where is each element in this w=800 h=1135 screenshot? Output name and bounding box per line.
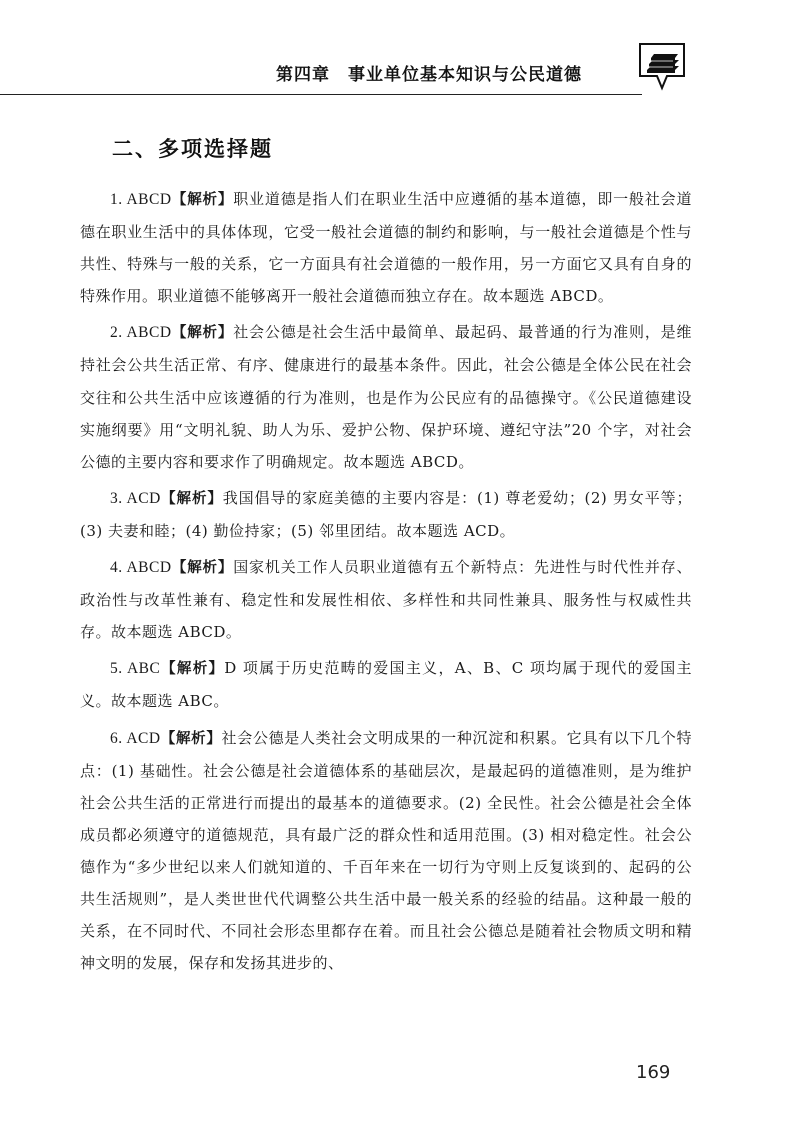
- answer-item-2: [80, 316, 692, 477]
- analysis-tag: 【解析】: [160, 661, 225, 678]
- analysis-text: 社会公德是社会生活中最简单、最起码、最普通的行为准则，是维持社会公共生活正常、有序、健康进行的最基本条件。因此，社会公德是全体公民在社会交往和公共生活中应该遵循的行为准则，也是作为公民应有的品德操守。《公民道德建设实施纲要》用“文明礼貌、助人为乐、爱护公物、保护环境、遵纪守法”20 个字，对社会公德的主要内容和要求作了明确规定。故本题选 ABCD。: [80, 323, 692, 471]
- analysis-text: 我国倡导的家庭美德的主要内容是：(1) 尊老爱幼；(2) 男女平等；(3) 夫妻和睦；(4) 勤俭持家；(5) 邻里团结。故本题选 ACD。: [80, 488, 692, 540]
- section-title: 二、多项选择题: [112, 137, 273, 161]
- analysis-tag: 【解析】: [160, 730, 222, 747]
- answer-key: 6. ACD: [110, 729, 161, 747]
- analysis-text: D 项属于历史范畴的爱国主义，A、B、C 项均属于现代的爱国主义。故本题选 ABC。: [80, 659, 692, 711]
- answer-list: [80, 183, 692, 983]
- chapter-title: 第四章 事业单位基本知识与公民道德: [276, 65, 582, 85]
- analysis-text: 国家机关工作人员职业道德有五个新特点：先进性与时代性并存、政治性与改革性兼有、稳定性和发展性相依、多样性和共同性兼具、服务性与权威性共存。故本题选 ABCD。: [80, 558, 692, 642]
- answer-item-1: [80, 183, 692, 312]
- analysis-tag: 【解析】: [171, 325, 234, 342]
- analysis-text: 社会公德是人类社会文明成果的一种沉淀和积累。它具有以下几个特点：(1) 基础性。社会公德是社会道德体系的基础层次，是最起码的道德准则，是为维护社会公共生活的正常进行而提出的最基本的道德要求。(2) 全民性。社会公德是社会全体成员都必须遵守的道德规范，具有最广泛的群众性和适用范围。(3) 相对稳定性。社会公德作为“多少世纪以来人们就知道的、千百年来在一切行为守则上反复谈到的、起码的公共生活规则”，是人类世世代代调整公共生活中最一般关系的经验的结晶。这种最一般的关系，在不同时代、不同社会形态里都存在着。而且社会公德总是随着社会物质文明和精神文明的发展，保存和发扬其进步的、: [80, 728, 692, 973]
- answer-key: 5. ABC: [110, 660, 161, 678]
- analysis-tag: 【解析】: [160, 490, 223, 507]
- header-rule: [0, 94, 642, 95]
- page-number: 169: [636, 1062, 671, 1083]
- answer-key: 3. ACD: [110, 489, 161, 507]
- answer-key: 1. ABCD: [110, 191, 172, 208]
- analysis-tag: 【解析】: [171, 560, 234, 577]
- answer-item-5: [80, 652, 692, 717]
- answer-item-3: [80, 482, 692, 547]
- answer-key: 4. ABCD: [110, 559, 172, 577]
- analysis-text: 职业道德是指人们在职业生活中应遵循的基本道德，即一般社会道德在职业生活中的具体体现，它受一般社会道德的制约和影响，与一般社会道德是个性与共性、特殊与一般的关系，它一方面具有社会道德的一般作用，另一方面它又具有自身的特殊作用。职业道德不能够离开一般社会道德而独立存在。故本题选 ABCD。: [80, 190, 692, 306]
- analysis-tag: 【解析】: [171, 192, 234, 208]
- answer-key: 2. ABCD: [110, 324, 172, 342]
- answer-item-4: [80, 551, 692, 648]
- answer-item-6: [80, 722, 692, 980]
- book-stack-icon: [637, 40, 687, 92]
